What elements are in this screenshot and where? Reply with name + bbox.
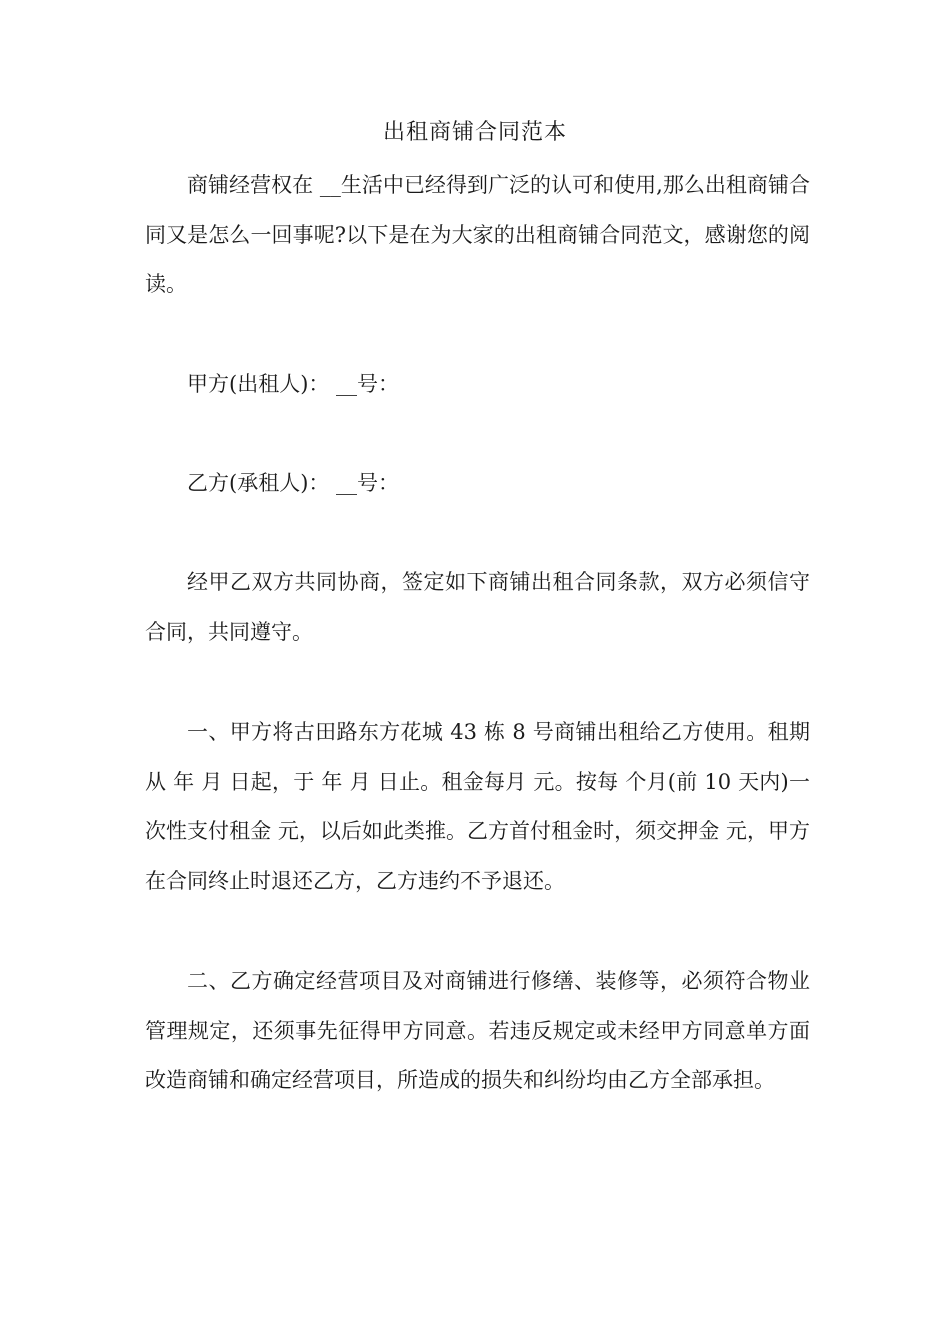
document-title: 出租商铺合同范本	[382, 120, 567, 145]
party-a-line: 甲方(出租人)： __号：	[187, 372, 400, 396]
intro-paragraph: 商铺经营权在 __生活中已经得到广泛的认可和使用,那么出租商铺合同又是怎么一回事呢?以下是在为大家的出租商铺合同范文，感谢您的阅读。	[145, 173, 810, 296]
clause-one-paragraph: 一、甲方将古田路东方花城 43 栋 8 号商铺出租给乙方使用。租期从 年 月 日起，于 年 月 日止。租金每月 元。按每 个月(前 10 天内)一次性支付租金 元，以后如此类推。乙方首付租金时，须交押金 元，甲方在合同终止时退还乙方，乙方违约不予退还。	[145, 720, 810, 893]
agreement-paragraph: 经甲乙双方共同协商，签定如下商铺出租合同条款，双方必须信守合同，共同遵守。	[145, 570, 810, 644]
clause-two-paragraph: 二、乙方确定经营项目及对商铺进行修缮、装修等，必须符合物业管理规定，还须事先征得甲方同意。若违反规定或未经甲方同意单方面改造商铺和确定经营项目，所造成的损失和纠纷均由乙方全部承担。	[145, 969, 810, 1092]
party-b-line: 乙方(承租人)： __号：	[187, 471, 400, 495]
